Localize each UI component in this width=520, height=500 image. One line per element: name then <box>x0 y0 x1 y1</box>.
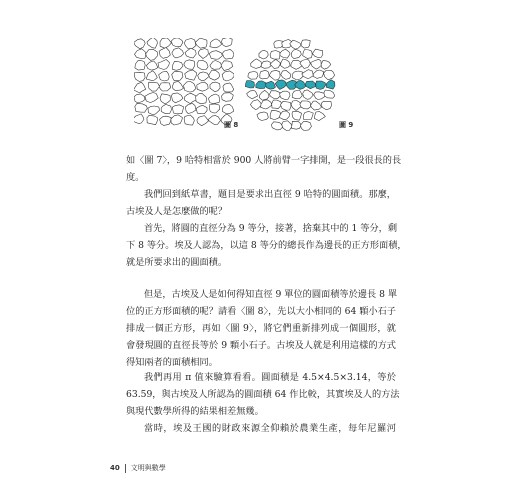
pebble <box>134 72 145 81</box>
pebble <box>146 61 157 70</box>
pebble <box>147 38 158 48</box>
page-number: 40 <box>110 464 120 472</box>
paragraph-3 <box>126 220 407 271</box>
text-line: 得知兩者的面積相同。 <box>126 357 218 368</box>
text-line: 排成一個正方形，再如〈圖 9〉，將它們重新排列成一個圓形，就 <box>126 323 396 334</box>
pebble <box>261 100 272 109</box>
pebble <box>272 100 282 109</box>
pebble <box>248 72 258 80</box>
text-line: 位的正方形面積的呢？請看〈圖 8〉，先以大小相同的 64 顆小石子 <box>126 306 396 317</box>
pebble <box>148 82 159 91</box>
pebble <box>250 100 261 110</box>
text-line: 63.59，與古埃及人所認為的圓面積 64 作比較，其實埃及人的方法 <box>126 389 400 400</box>
pebble <box>172 48 184 58</box>
pebble <box>221 61 233 71</box>
pebble <box>280 101 291 110</box>
pebble <box>305 81 316 89</box>
pebble <box>197 82 209 91</box>
pebble <box>185 48 196 58</box>
pebble <box>197 116 209 126</box>
pebble <box>135 104 148 113</box>
pebble <box>135 49 146 59</box>
pebble <box>196 105 207 113</box>
pebble <box>324 90 335 98</box>
paragraph-6 <box>126 420 396 437</box>
figure-9-label: 圖 9 <box>339 121 354 129</box>
pebble <box>171 115 183 125</box>
pebble <box>222 49 234 59</box>
pebble <box>326 80 335 89</box>
pebble <box>222 104 233 113</box>
pebble <box>281 59 291 68</box>
pebble <box>314 112 325 121</box>
pebble <box>196 94 207 104</box>
pebble <box>260 70 269 79</box>
pebble <box>291 60 302 69</box>
pebble <box>185 104 196 114</box>
pebble <box>134 94 145 103</box>
pebble <box>303 50 313 59</box>
pebble <box>172 105 183 114</box>
pebble <box>271 122 282 130</box>
page-footer <box>110 463 166 473</box>
pebble <box>311 59 322 69</box>
pebble <box>209 51 222 60</box>
pebble <box>160 38 171 48</box>
pebble <box>209 70 220 80</box>
pebble <box>172 81 183 90</box>
pebble <box>280 91 291 99</box>
pebble <box>303 111 313 119</box>
pebble <box>184 115 194 125</box>
figure-8-label: 圖 8 <box>224 121 239 129</box>
pebble <box>222 93 234 102</box>
text-line: 如〈圖 7〉，9 哈特相當於 900 人將前臂一字排開，是一段很長的長 <box>126 155 402 166</box>
text-line: 會發現圓的直徑長等於 9 顆小石子。古埃及人就是利用這樣的方式 <box>126 340 396 351</box>
pebble <box>321 101 331 110</box>
pebble <box>292 71 303 80</box>
pebble <box>312 49 322 58</box>
pebble <box>135 60 145 70</box>
pebble <box>159 71 170 81</box>
pebble <box>257 112 268 121</box>
pebble <box>265 81 275 89</box>
pebble <box>245 81 254 88</box>
pebble <box>259 50 268 59</box>
text-line: 當時，埃及王國的財政來源全仰賴於農業生產，每年尼羅河 <box>144 423 396 434</box>
pebble <box>279 111 289 120</box>
pebble <box>292 90 302 99</box>
pebble <box>222 38 233 47</box>
pebble <box>270 59 280 68</box>
pebble <box>269 70 280 80</box>
pebble <box>145 93 158 103</box>
pebble <box>148 106 160 115</box>
pebble <box>160 94 170 104</box>
pebble <box>146 49 158 60</box>
pebble <box>251 59 262 69</box>
pebble <box>146 71 157 81</box>
pebble <box>210 61 222 70</box>
pebble <box>261 61 271 68</box>
text-line: 古埃及人是怎麼做的呢？ <box>126 206 228 217</box>
pebble <box>300 59 310 68</box>
pebble <box>172 61 183 70</box>
pebble <box>158 60 170 70</box>
pebble <box>159 83 171 91</box>
figure-9-pebble-circle <box>244 38 338 132</box>
pebble <box>259 90 269 100</box>
pebble <box>247 90 258 99</box>
pebble <box>301 40 310 48</box>
pebble <box>171 93 183 103</box>
pebble <box>280 49 290 58</box>
pebble <box>195 39 207 49</box>
pebble <box>290 40 301 49</box>
pebble <box>160 116 172 125</box>
paragraph-4 <box>126 286 396 371</box>
pebble <box>292 50 302 59</box>
pebble <box>270 111 281 120</box>
pebble <box>282 121 292 131</box>
pebble <box>269 91 280 99</box>
pebble <box>300 101 311 109</box>
pebble <box>311 101 322 110</box>
pebble <box>209 104 220 113</box>
pebble <box>185 70 197 80</box>
pebble <box>134 114 144 124</box>
pebble <box>184 93 196 103</box>
pebble <box>198 49 208 59</box>
figure-8-pebble-square <box>134 38 234 126</box>
paragraph-2 <box>126 186 396 220</box>
pebble <box>210 82 220 92</box>
pebble <box>300 121 311 130</box>
pebble <box>172 71 183 81</box>
footer-divider <box>125 464 126 473</box>
text-line: 首先，將圓的直徑分為 9 等分，接著，捨棄其中的 1 等分，剩 <box>144 223 398 234</box>
pebble <box>281 71 291 80</box>
text-line: 度。 <box>126 172 145 183</box>
pebble <box>134 39 145 49</box>
text-line: 但是，古埃及人是如何得知直徑 9 單位的圓面積等於邊長 8 單 <box>144 289 398 300</box>
text-line: 就是所要求出的圓面積。 <box>126 257 228 268</box>
pebble <box>313 70 323 78</box>
pebble <box>198 72 210 81</box>
pebble <box>223 83 234 92</box>
pebble <box>134 82 146 93</box>
pebble <box>292 111 302 120</box>
pebble <box>161 104 171 113</box>
pebble <box>184 60 195 70</box>
pebble <box>197 60 208 69</box>
text-line: 我們回到紙草書，題目是要求出直徑 9 哈特的圓面積。那麼， <box>144 189 396 200</box>
book-title: 文明與數學 <box>130 464 166 472</box>
pebble <box>208 94 219 104</box>
pebble <box>314 92 325 100</box>
paragraph-1 <box>126 152 402 186</box>
pebble <box>147 115 158 124</box>
pebble <box>324 70 335 79</box>
pebble <box>184 82 197 93</box>
pebble <box>256 81 266 89</box>
pebble <box>270 51 280 60</box>
pebble <box>208 116 221 125</box>
text-line: 下 8 等分。埃及人認為，以這 8 等分的總長作為邊長的正方形面積， <box>126 240 407 251</box>
pebble <box>210 39 222 48</box>
pebble <box>159 48 170 59</box>
pebble <box>303 90 314 99</box>
pebble <box>302 70 313 79</box>
pebble <box>184 38 196 48</box>
pebble <box>222 71 234 81</box>
pebble <box>275 80 286 90</box>
text-line: 與現代數學所得的結果相差無幾。 <box>126 406 264 417</box>
pebble <box>171 38 183 47</box>
pebble <box>321 60 331 69</box>
paragraph-5 <box>126 369 400 420</box>
pebble <box>292 121 301 129</box>
text-line: 我們再用 π 值來驗算看看。圓面積是 4.5×4.5×3.14，等於 <box>144 372 396 383</box>
pebble <box>316 81 326 90</box>
